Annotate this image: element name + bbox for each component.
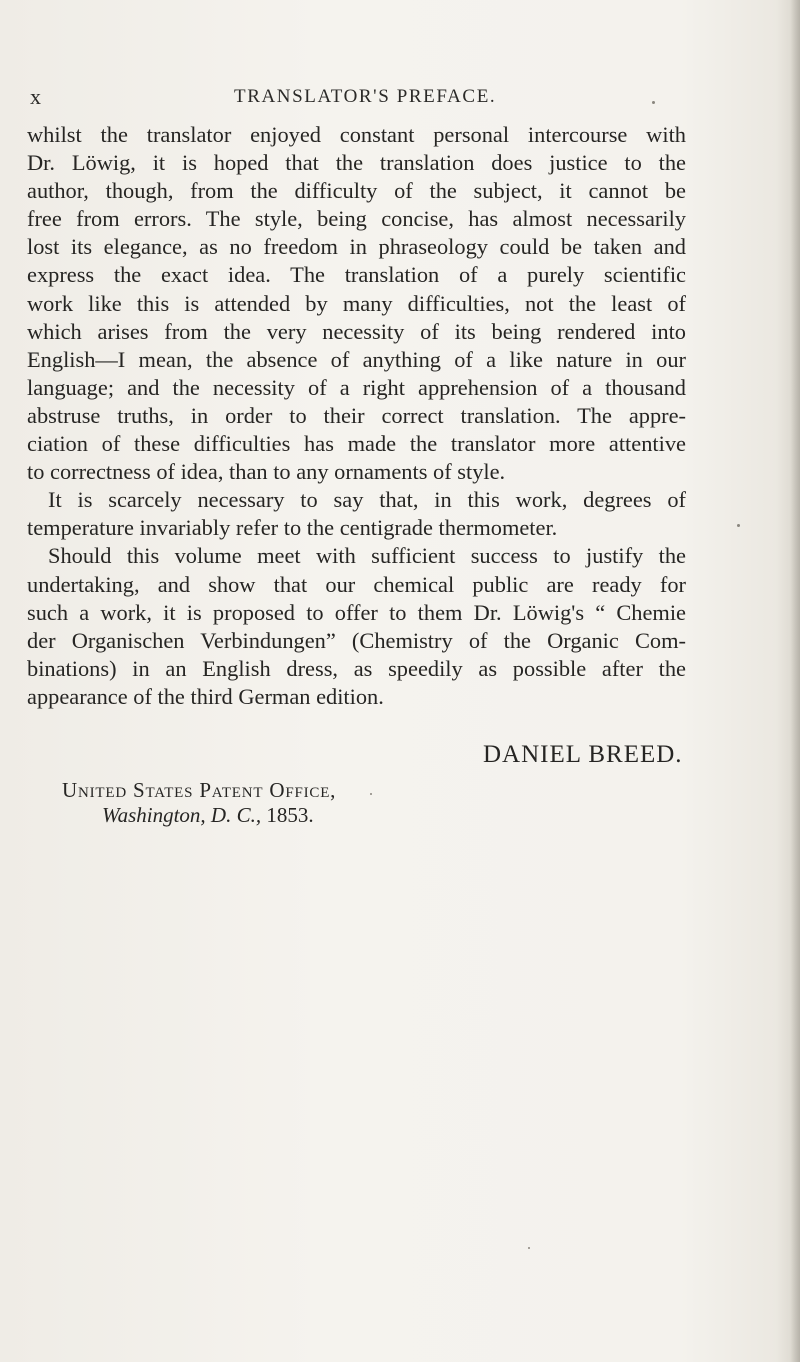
print-speck (528, 1247, 530, 1249)
text-line: work like this is attended by many difficulties, not the least of (27, 290, 686, 316)
text-line: free from errors. The style, being concise, has almost necessarily (27, 206, 686, 232)
text-line: whilst the translator enjoyed constant personal intercourse with (27, 122, 686, 147)
text-line: undertaking, and show that our chemical public are ready for (27, 571, 686, 597)
text-line: language; and the necessity of a right apprehension of a thousand (27, 374, 686, 400)
print-speck (737, 524, 740, 527)
signature-address (62, 778, 336, 828)
text-line: to correctness of idea, than to any ornaments of style. (27, 459, 506, 485)
address-place: Washington, D. C., (102, 803, 262, 827)
text-line: appearance of the third German edition. (27, 683, 384, 709)
running-head (30, 84, 690, 108)
preface-body (27, 121, 686, 711)
page-edge-shadow (790, 0, 800, 1362)
text-line: temperature invariably refer to the centigrade thermometer. (27, 515, 558, 541)
text-line: abstruse truths, in order to their correct translation. The appre- (27, 402, 686, 428)
print-speck (652, 101, 655, 104)
text-line: English—I mean, the absence of anything of a like nature in our (27, 346, 686, 372)
text-line: It is scarcely necessary to say that, in this work, degrees of (48, 487, 686, 513)
text-line: express the exact idea. The translation of a purely scientific (27, 262, 686, 288)
text-line: such a work, it is proposed to offer to them Dr. Löwig's “ Chemie (27, 599, 686, 625)
running-head-title: TRANSLATOR'S PREFACE. (234, 86, 497, 107)
print-speck (370, 793, 372, 795)
address-year: 1853. (266, 803, 314, 827)
address-office: United States Patent Office, (62, 778, 337, 802)
text-line: binations) in an English dress, as speedily as possible after the (27, 655, 686, 681)
text-line: which arises from the very necessity of its being rendered into (27, 318, 686, 344)
text-line: Dr. Löwig, it is hoped that the translation does justice to the (27, 150, 686, 176)
address-place-date (62, 803, 336, 828)
text-line: author, though, from the difficulty of the subject, it cannot be (27, 178, 686, 204)
text-line: Should this volume meet with sufficient success to justify the (48, 543, 686, 569)
text-line: der Organischen Verbindungen” (Chemistry of the Organic Com- (27, 627, 686, 653)
text-line: ciation of these difficulties has made the translator more attentive (27, 431, 686, 457)
page-number: x (30, 84, 42, 109)
text-line: lost its elegance, as no freedom in phraseology could be taken and (27, 234, 686, 260)
signature: DANIEL BREED. (483, 741, 683, 768)
